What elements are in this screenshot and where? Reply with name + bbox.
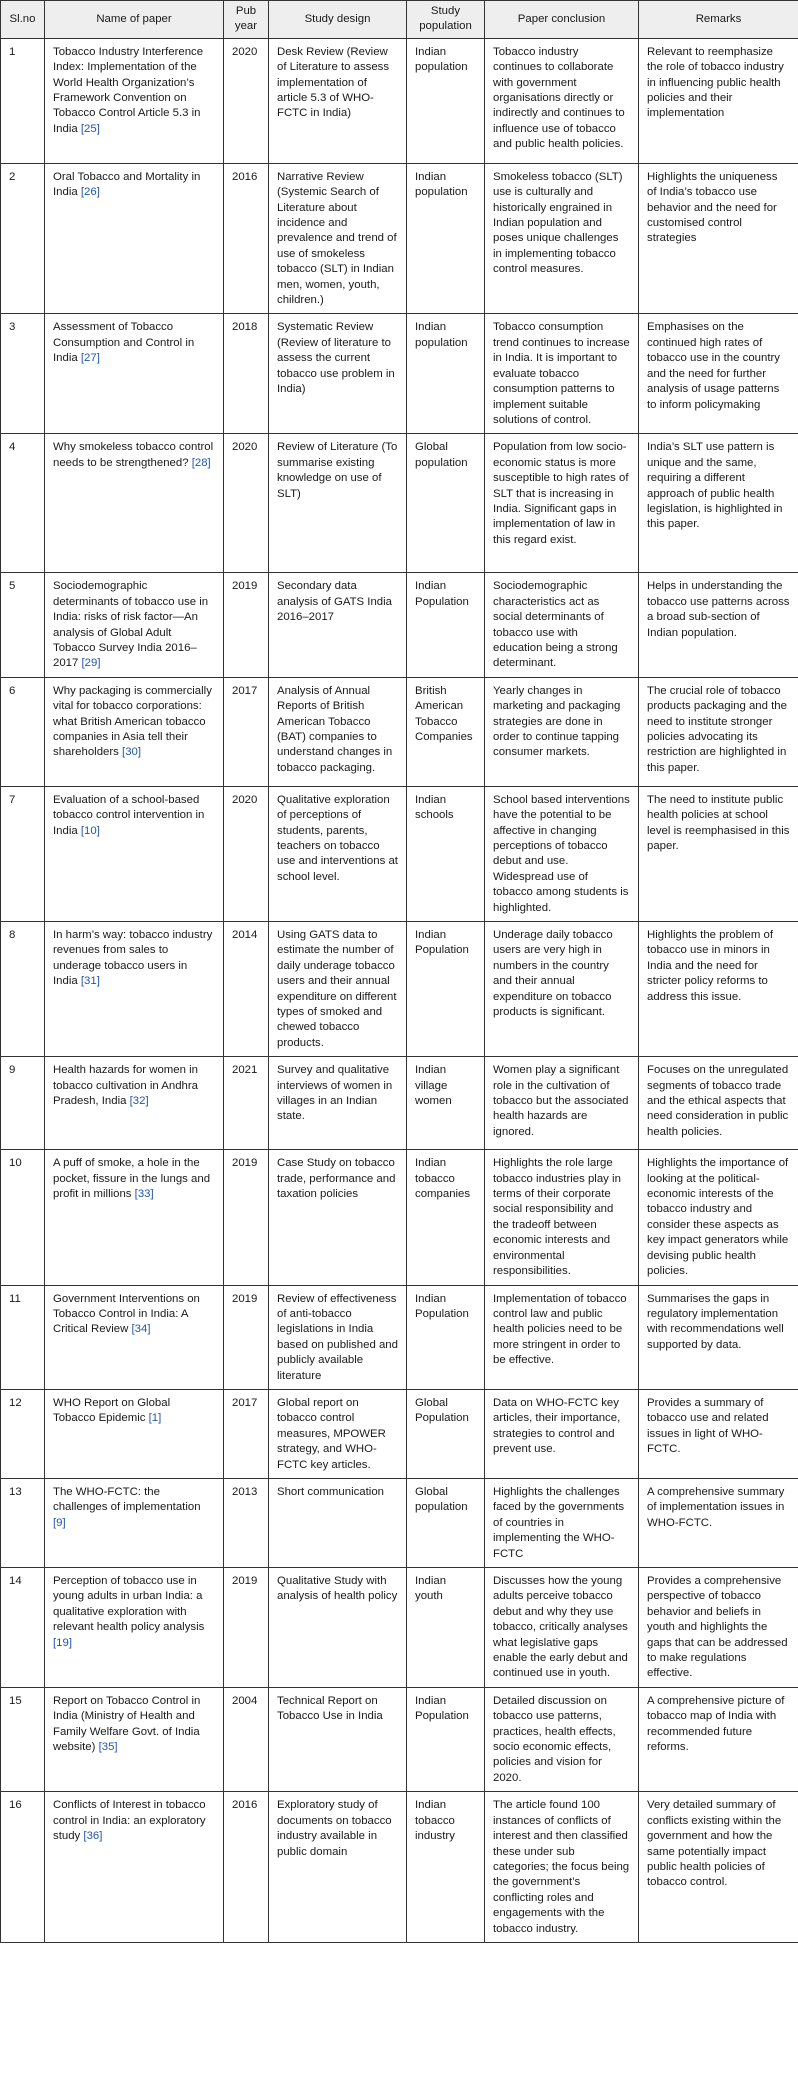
table-row bbox=[1, 1568, 798, 1688]
cell-pub-year: 2004 bbox=[224, 1687, 269, 1791]
cell-paper-conclusion: Discusses how the young adults perceive tobacco debut and why they use tobacco, critically analyses what legislative gaps enable the early debut and continued use in youth. bbox=[485, 1568, 639, 1688]
cell-remarks: Very detailed summary of conflicts existing within the government and how the same potentially impact public health policies of tobacco control. bbox=[639, 1792, 798, 1943]
table-row bbox=[1, 1389, 798, 1478]
cell-paper-name bbox=[45, 163, 224, 314]
cell-sl-no: 6 bbox=[1, 677, 45, 786]
cell-paper-name bbox=[45, 1792, 224, 1943]
cell-paper-name bbox=[45, 1568, 224, 1688]
cell-pub-year: 2019 bbox=[224, 1568, 269, 1688]
cell-paper-conclusion: Highlights the challenges faced by the governments of countries in implementing the WHO-FCTC bbox=[485, 1478, 639, 1567]
reference-link[interactable]: [27] bbox=[80, 352, 100, 365]
cell-paper-conclusion: Smokeless tobacco (SLT) use is culturally and historically engrained in Indian population and poses unique challenges in implementing tobacco control measures. bbox=[485, 163, 639, 314]
cell-study-population: Indian tobacco companies bbox=[407, 1150, 485, 1285]
cell-sl-no: 16 bbox=[1, 1792, 45, 1943]
cell-remarks: Highlights the importance of looking at the political-economic interests of the tobacco industry and consider these aspects as key impact generators while devising public health policies. bbox=[639, 1150, 798, 1285]
reference-link[interactable]: [31] bbox=[80, 975, 100, 988]
table-row bbox=[1, 922, 798, 1057]
cell-remarks: Emphasises on the continued high rates of tobacco use in the country and the need for further analysis of usage patterns to inform policymaking bbox=[639, 314, 798, 434]
header-row bbox=[1, 1, 798, 39]
cell-remarks: Focuses on the unregulated segments of tobacco trade and the ethical aspects that need consideration in public health policies. bbox=[639, 1057, 798, 1150]
table-row bbox=[1, 1792, 798, 1943]
paper-title: Health hazards for women in tobacco cultivation in Andhra Pradesh, India bbox=[53, 1064, 199, 1108]
cell-study-population: Indian Population bbox=[407, 1285, 485, 1389]
cell-remarks: A comprehensive picture of tobacco map of India with recommended future reforms. bbox=[639, 1687, 798, 1791]
cell-pub-year: 2016 bbox=[224, 163, 269, 314]
cell-paper-conclusion: Yearly changes in marketing and packaging strategies are done in order to continue tapping consumer markets. bbox=[485, 677, 639, 786]
reference-link[interactable]: [1] bbox=[148, 1412, 162, 1425]
cell-study-design: Desk Review (Review of Literature to assess implementation of article 5.3 of WHO-FCTC in India) bbox=[269, 38, 407, 163]
cell-paper-conclusion: The article found 100 instances of conflicts of interest and then classified these under sub categories; the focus being the government’s conflicting roles and engagements with the tobacco industry. bbox=[485, 1792, 639, 1943]
cell-study-design: Review of Literature (To summarise existing knowledge on use of SLT) bbox=[269, 434, 407, 573]
cell-study-design: Qualitative Study with analysis of health policy bbox=[269, 1568, 407, 1688]
cell-sl-no: 3 bbox=[1, 314, 45, 434]
cell-paper-name bbox=[45, 1057, 224, 1150]
cell-paper-conclusion: Women play a significant role in the cultivation of tobacco but the associated health hazards are ignored. bbox=[485, 1057, 639, 1150]
reference-link[interactable]: [10] bbox=[80, 824, 100, 837]
cell-paper-conclusion: Data on WHO-FCTC key articles, their importance, strategies to control and prevent use. bbox=[485, 1389, 639, 1478]
cell-pub-year: 2021 bbox=[224, 1057, 269, 1150]
cell-study-design: Global report on tobacco control measures, MPOWER strategy, and WHO-FCTC key articles. bbox=[269, 1389, 407, 1478]
reference-link[interactable]: [9] bbox=[53, 1516, 66, 1529]
cell-remarks: Provides a summary of tobacco use and related issues in light of WHO-FCTC. bbox=[639, 1389, 798, 1478]
cell-study-population: Indian population bbox=[407, 314, 485, 434]
cell-sl-no: 11 bbox=[1, 1285, 45, 1389]
paper-title: Tobacco Industry Interference Index: Implementation of the World Health Organization’s Framework Convention on Tobacco Control Article 5.3 in India bbox=[53, 45, 204, 135]
table-row bbox=[1, 1285, 798, 1389]
cell-pub-year: 2020 bbox=[224, 434, 269, 573]
cell-study-design: Case Study on tobacco trade, performance and taxation policies bbox=[269, 1150, 407, 1285]
paper-title: The WHO-FCTC: the challenges of implementation bbox=[53, 1485, 201, 1514]
paper-title: Conflicts of Interest in tobacco control in India: an exploratory study bbox=[53, 1799, 206, 1843]
header-remarks: Remarks bbox=[639, 1, 798, 39]
cell-remarks: A comprehensive summary of implementation issues in WHO-FCTC. bbox=[639, 1478, 798, 1567]
cell-sl-no: 8 bbox=[1, 922, 45, 1057]
paper-title: A puff of smoke, a hole in the pocket, fissure in the lungs and profit in millions bbox=[53, 1157, 211, 1201]
cell-paper-conclusion: Detailed discussion on tobacco use patterns, practices, health effects, socio economic effects, policies and vision for 2020. bbox=[485, 1687, 639, 1791]
paper-title: Perception of tobacco use in young adults in urban India: a qualitative exploration with relevant health policy analysis bbox=[53, 1575, 205, 1634]
cell-paper-name bbox=[45, 1478, 224, 1567]
cell-paper-name bbox=[45, 38, 224, 163]
cell-study-design: Narrative Review (Systemic Search of Literature about incidence and prevalence and trend of use of smokeless tobacco (SLT) in Indian men, women, youth, children.) bbox=[269, 163, 407, 314]
cell-remarks: The need to institute public health policies at school level is reemphasised in this paper. bbox=[639, 786, 798, 921]
cell-study-design: Using GATS data to estimate the number of daily underage tobacco users and their annual expenditure on different types of smoked and chewed tobacco products. bbox=[269, 922, 407, 1057]
cell-study-design: Exploratory study of documents on tobacco industry available in public domain bbox=[269, 1792, 407, 1943]
cell-study-population: Indian Population bbox=[407, 573, 485, 677]
cell-study-population: Indian youth bbox=[407, 1568, 485, 1688]
cell-sl-no: 10 bbox=[1, 1150, 45, 1285]
cell-study-design: Systematic Review (Review of literature to assess the current tobacco use problem in India) bbox=[269, 314, 407, 434]
table-row bbox=[1, 1150, 798, 1285]
cell-study-population: Indian population bbox=[407, 163, 485, 314]
cell-sl-no: 14 bbox=[1, 1568, 45, 1688]
paper-title: In harm’s way: tobacco industry revenues from sales to underage tobacco users in India bbox=[53, 929, 213, 988]
cell-study-population: Global Population bbox=[407, 1389, 485, 1478]
cell-paper-name bbox=[45, 786, 224, 921]
cell-paper-conclusion: Tobacco consumption trend continues to increase in India. It is important to evaluate tobacco consumption patterns to implement suitable solutions of control. bbox=[485, 314, 639, 434]
cell-pub-year: 2019 bbox=[224, 1285, 269, 1389]
reference-link[interactable]: [30] bbox=[122, 746, 142, 759]
cell-sl-no: 15 bbox=[1, 1687, 45, 1791]
cell-study-design: Technical Report on Tobacco Use in India bbox=[269, 1687, 407, 1791]
table-row bbox=[1, 1687, 798, 1791]
cell-paper-name bbox=[45, 573, 224, 677]
cell-study-population: Indian Population bbox=[407, 1687, 485, 1791]
paper-title: Assessment of Tobacco Consumption and Control in India bbox=[53, 321, 195, 365]
cell-study-design: Qualitative exploration of perceptions of students, parents, teachers on tobacco use and interventions at school level. bbox=[269, 786, 407, 921]
cell-remarks: India’s SLT use pattern is unique and the same, requiring a different approach of public health legislation, is highlighted in this paper. bbox=[639, 434, 798, 573]
cell-pub-year: 2019 bbox=[224, 573, 269, 677]
reference-link[interactable]: [25] bbox=[80, 122, 100, 135]
cell-paper-name bbox=[45, 434, 224, 573]
paper-title: Government Interventions on Tobacco Control in India: A Critical Review bbox=[53, 1292, 200, 1336]
table-row bbox=[1, 786, 798, 921]
cell-paper-conclusion: Tobacco industry continues to collaborate with government organisations directly or indirectly and continues to influence use of tobacco and public health policies. bbox=[485, 38, 639, 163]
cell-remarks: Helps in understanding the tobacco use patterns across a broad sub-section of Indian population. bbox=[639, 573, 798, 677]
reference-link[interactable]: [29] bbox=[81, 657, 101, 670]
cell-pub-year: 2019 bbox=[224, 1150, 269, 1285]
cell-sl-no: 1 bbox=[1, 38, 45, 163]
cell-paper-name bbox=[45, 1687, 224, 1791]
reference-link[interactable]: [26] bbox=[80, 186, 100, 199]
header-name-of-paper: Name of paper bbox=[45, 1, 224, 39]
header-study-design: Study design bbox=[269, 1, 407, 39]
cell-remarks: Summarises the gaps in regulatory implementation with recommendations well supported by data. bbox=[639, 1285, 798, 1389]
reference-link[interactable]: [32] bbox=[129, 1095, 149, 1108]
cell-paper-name bbox=[45, 1285, 224, 1389]
cell-pub-year: 2013 bbox=[224, 1478, 269, 1567]
cell-study-population: Global population bbox=[407, 434, 485, 573]
paper-title: Why smokeless tobacco control needs to be strengthened? bbox=[53, 441, 214, 469]
table-body bbox=[1, 38, 798, 1942]
table-row bbox=[1, 314, 798, 434]
cell-paper-name bbox=[45, 1389, 224, 1478]
reference-link[interactable]: [19] bbox=[53, 1636, 72, 1649]
cell-study-population: Indian tobacco industry bbox=[407, 1792, 485, 1943]
cell-study-design: Short communication bbox=[269, 1478, 407, 1567]
paper-title: WHO Report on Global Tobacco Epidemic bbox=[53, 1396, 171, 1425]
cell-pub-year: 2018 bbox=[224, 314, 269, 434]
cell-pub-year: 2014 bbox=[224, 922, 269, 1057]
paper-title: Oral Tobacco and Mortality in India bbox=[53, 170, 201, 199]
cell-sl-no: 12 bbox=[1, 1389, 45, 1478]
cell-paper-conclusion: Sociodemographic characteristics act as social determinants of tobacco use with education being a strong determinant. bbox=[485, 573, 639, 677]
cell-pub-year: 2016 bbox=[224, 1792, 269, 1943]
header-study-population: Study population bbox=[407, 1, 485, 39]
cell-paper-name bbox=[45, 1150, 224, 1285]
cell-pub-year: 2017 bbox=[224, 677, 269, 786]
cell-study-population: Indian population bbox=[407, 38, 485, 163]
cell-study-population: Indian village women bbox=[407, 1057, 485, 1150]
reference-link[interactable]: [35] bbox=[98, 1741, 118, 1754]
cell-study-population: Indian Population bbox=[407, 922, 485, 1057]
table-row bbox=[1, 38, 798, 163]
cell-study-design: Analysis of Annual Reports of British American Tobacco (BAT) companies to understand changes in tobacco packaging. bbox=[269, 677, 407, 786]
table-row bbox=[1, 434, 798, 573]
cell-remarks: Highlights the problem of tobacco use in minors in India and the need for stricter policy reforms to address this issue. bbox=[639, 922, 798, 1057]
reference-link[interactable]: [28] bbox=[191, 456, 211, 469]
cell-remarks: Highlights the uniqueness of India’s tobacco use behavior and the need for customised control strategies bbox=[639, 163, 798, 314]
header-paper-conclusion: Paper conclusion bbox=[485, 1, 639, 39]
table-row bbox=[1, 677, 798, 786]
cell-paper-name bbox=[45, 922, 224, 1057]
cell-paper-conclusion: Highlights the role large tobacco industries play in terms of their corporate social responsibility and the tradeoff between economic interests and environmental responsibilities. bbox=[485, 1150, 639, 1285]
table-row bbox=[1, 573, 798, 677]
cell-study-population: Indian schools bbox=[407, 786, 485, 921]
cell-study-design: Secondary data analysis of GATS India 2016–2017 bbox=[269, 573, 407, 677]
paper-title: Why packaging is commercially vital for tobacco corporations: what British American tobacco companies in Asia tell their shareholders bbox=[53, 684, 212, 759]
table-row bbox=[1, 1057, 798, 1150]
cell-pub-year: 2020 bbox=[224, 786, 269, 921]
cell-sl-no: 7 bbox=[1, 786, 45, 921]
cell-paper-conclusion: Implementation of tobacco control law and public health policies need to be more stringent in order to be effective. bbox=[485, 1285, 639, 1389]
paper-title: Evaluation of a school-based tobacco control intervention in India bbox=[53, 793, 205, 837]
cell-paper-conclusion: Population from low socio-economic status is more susceptible to high rates of SLT that is increasing in India. Significant gaps in implementation of law in this regard exist. bbox=[485, 434, 639, 573]
cell-paper-conclusion: School based interventions have the potential to be affective in changing perceptions of tobacco debut and use. Widespread use of tobacco among students is highlighted. bbox=[485, 786, 639, 921]
cell-study-design: Review of effectiveness of anti-tobacco legislations in India based on published and publicly available literature bbox=[269, 1285, 407, 1389]
cell-sl-no: 13 bbox=[1, 1478, 45, 1567]
cell-study-population: Global population bbox=[407, 1478, 485, 1567]
reference-link[interactable]: [34] bbox=[131, 1323, 151, 1336]
cell-pub-year: 2017 bbox=[224, 1389, 269, 1478]
cell-sl-no: 4 bbox=[1, 434, 45, 573]
cell-sl-no: 9 bbox=[1, 1057, 45, 1150]
reference-link[interactable]: [33] bbox=[134, 1188, 154, 1201]
paper-title: Report on Tobacco Control in India (Ministry of Health and Family Welfare Govt. of India website) bbox=[53, 1694, 201, 1754]
cell-study-design: Survey and qualitative interviews of women in villages in an Indian state. bbox=[269, 1057, 407, 1150]
cell-study-population: British American Tobacco Companies bbox=[407, 677, 485, 786]
cell-sl-no: 5 bbox=[1, 573, 45, 677]
paper-title: Sociodemographic determinants of tobacco use in India: risks of risk factor—An analysis of Global Adult Tobacco Survey India 2016–2017 bbox=[53, 580, 209, 670]
table-row bbox=[1, 1478, 798, 1567]
cell-remarks: The crucial role of tobacco products packaging and the need to institute stronger policies advocating its restriction are highlighted in this paper. bbox=[639, 677, 798, 786]
header-sl-no: Sl.no bbox=[1, 1, 45, 39]
header-pub-year: Pub year bbox=[224, 1, 269, 39]
table-row bbox=[1, 163, 798, 314]
cell-paper-name bbox=[45, 314, 224, 434]
reference-link[interactable]: [36] bbox=[83, 1830, 103, 1843]
cell-remarks: Relevant to reemphasize the role of tobacco industry in influencing public health policies and their implementation bbox=[639, 38, 798, 163]
cell-paper-conclusion: Underage daily tobacco users are very high in numbers in the country and their annual expenditure on tobacco products is significant. bbox=[485, 922, 639, 1057]
cell-pub-year: 2020 bbox=[224, 38, 269, 163]
cell-paper-name bbox=[45, 677, 224, 786]
cell-sl-no: 2 bbox=[1, 163, 45, 314]
cell-remarks: Provides a comprehensive perspective of tobacco behavior and beliefs in youth and highlights the gaps that can be addressed to make regulations effective. bbox=[639, 1568, 798, 1688]
